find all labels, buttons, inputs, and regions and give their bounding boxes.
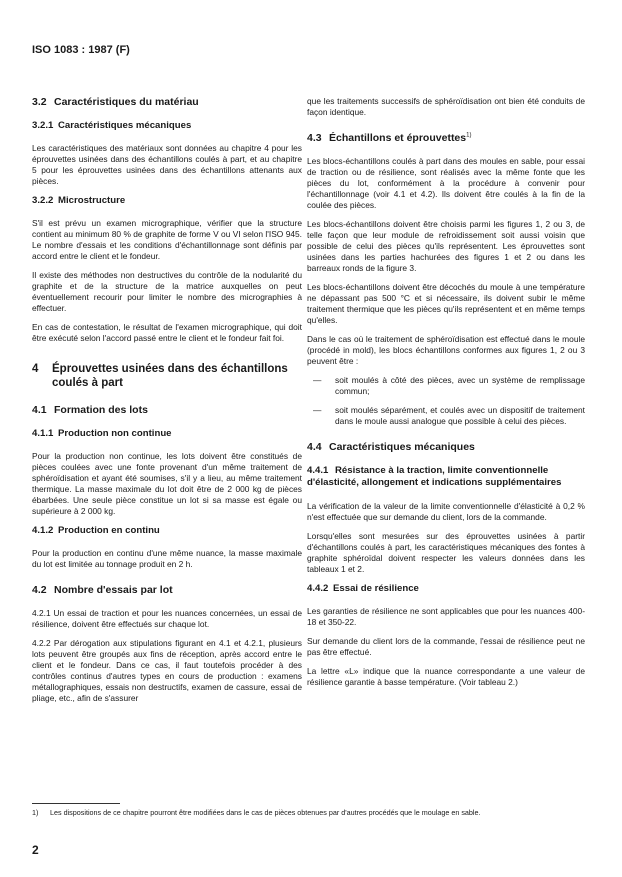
section-3-2-1-heading [32,120,302,131]
section-number: 4.4 [307,441,322,453]
section-number: 4.1.1 [32,428,54,439]
section-title: Résistance à la traction, limite conventionnelle d'élasticité, allongement et indications supplémentaires [307,465,562,488]
section-number: 4.1 [32,404,47,416]
list-item-text: soit moulés à côté des pièces, avec un système de remplissage commun; [335,375,585,396]
paragraph-4-2-1: 4.2.1 Un essai de traction et pour les nuances concernées, un essai de résilience, doivent être effectués sur chaque lot. [32,608,302,629]
section-3-2-heading [32,96,302,108]
paragraph-4-3-b: Les blocs-échantillons doivent être choisis parmi les figures 1, 2 ou 3, de telle façon que leur module de refroidissement soit aussi voisin que possible de celui des pièces qu'ils représentent. Les éprouvettes sont usinées dans les parties hachurées des figures 1 et 2 ou dans les barreaux ronds de la figure 3. [307,219,585,273]
section-4-1-2-heading [32,525,302,536]
section-4-4-2-heading [307,583,585,594]
section-number: 4.4.2 [307,583,329,594]
dash-marker: — [313,375,322,385]
paragraph-4-4-1-a: La vérification de la valeur de la limite conventionnelle d'élasticité à 0,2 % n'est effectuée que sur demande du client, lors de la commande. [307,501,585,522]
section-4-3-heading [307,132,585,144]
paragraph-4-1-1: Pour la production non continue, les lots doivent être constitués de pièces coulées avec une fonte provenant d'un même traitement de sphéroïdisation et ayant été soumises, s'il y a lieu, au même traitement thermique. La masse maximale du lot doit être de 2 000 kg de pièces ébarbées. Une seule pièce constitue un lot si sa masse est égale ou supérieure à 2 000 kg. [32,451,302,516]
section-title: Production non continue [58,428,172,439]
section-4-4-heading [307,441,585,453]
left-column [32,96,302,712]
paragraph-4-4-1-b: Lorsqu'elles sont mesurées sur des éprouvettes usinées à partir d'échantillons coulés à part, les caractéristiques mécaniques des fontes à graphite sphéroïdal doivent respecter les valeurs données dans les tableaux 1 et 2. [307,531,585,574]
list-item [307,405,585,427]
section-title: Formation des lots [54,404,148,416]
section-title: Production en continu [58,525,160,536]
paragraph-4-3-c: Les blocs-échantillons doivent être décochés du moule à une température ne dépassant pas 500 °C et si nécessaire, ils doivent subir le même traitement thermique que les pièces qu'ils représentent et en même temps qu'elles. [307,282,585,325]
paragraph-4-4-2-b: Sur demande du client lors de la commande, l'essai de résilience peut ne pas être effectué. [307,636,585,657]
section-4-2-heading [32,584,302,596]
footnote-marker: 1) [32,808,39,817]
section-title: Caractéristiques du matériau [54,96,199,108]
section-title: Caractéristiques mécaniques [58,120,192,131]
paragraph-3-2-2-a: S'il est prévu un examen micrographique, vérifier que la structure contient au minimum 80 % de graphite de forme V ou VI selon l'ISO 945. Le nombre d'essais et les conditions d'échantillonnage sont définis par accord entre le client et le fondeur. [32,218,302,261]
section-number: 4.4.1 [307,465,329,476]
section-number: 3.2.1 [32,120,54,131]
document-header: ISO 1083 : 1987 (F) [32,44,130,56]
section-title: Essai de résilience [333,583,419,594]
section-number: 4.1.2 [32,525,54,536]
page-number: 2 [32,843,39,857]
footnote-divider [32,803,120,804]
footnote-reference: 1) [466,132,472,139]
list-item [307,375,585,397]
section-4-4-1-heading [307,465,585,489]
chapter-title: Éprouvettes usinées dans des échantillons coulés à part [52,363,288,389]
footnote-text: Les dispositions de ce chapitre pourront être modifiées dans le cas de pièces obtenues par d'autres procédés que le moulage en sable. [50,808,481,817]
paragraph-4-4-2-a: Les garanties de résilience ne sont applicables que pour les nuances 400-18 et 350-22. [307,606,585,627]
paragraph-3-2-1: Les caractéristiques des matériaux sont données au chapitre 4 pour les éprouvettes usinées dans des échantillons coulés à part, et au chapitre 5 pour les éprouvettes usinées dans des échantillons attenants aux pièces. [32,143,302,186]
paragraph-4-1-2: Pour la production en continu d'une même nuance, la masse maximale du lot est limitée au tonnage produit en 2 h. [32,548,302,569]
chapter-number: 4 [32,363,39,375]
section-title: Caractéristiques mécaniques [329,441,475,453]
list-item-text: soit moulés séparément, et coulés avec un dispositif de traitement dans le moule aussi analogue que possible à celui des pièces. [335,405,585,426]
paragraph-3-2-2-c: En cas de contestation, le résultat de l'examen micrographique, qui doit être exécuté selon l'accord passé entre le client et le fondeur fait foi. [32,322,302,343]
paragraph-3-2-2-b: Il existe des méthodes non destructives du contrôle de la nodularité du graphite et de la structure de la matrice auxquelles on peut éventuellement recourir pour limiter le nombre des micrographies à effectuer. [32,270,302,313]
section-3-2-2-heading [32,195,302,206]
section-number: 3.2.2 [32,195,54,206]
section-title: Nombre d'essais par lot [54,584,173,596]
footnote [32,808,592,817]
right-column [307,96,585,696]
section-number: 4.3 [307,132,322,144]
section-title: Microstructure [58,195,126,206]
section-title: Échantillons et éprouvettes [329,132,467,144]
paragraph-continuation: que les traitements successifs de sphéroïdisation ont bien été conduits de façon identique. [307,96,585,117]
chapter-4-heading [32,362,302,390]
section-number: 3.2 [32,96,47,108]
paragraph-4-3-a: Les blocs-échantillons coulés à part dans des moules en sable, pour essai de traction ou de résilience, sont réalisés avec la même fonte que les pièces du lot, conformément à la procédure à convenir pour l'échantillonnage (voir 4.1 et 4.2). Ils doivent être coulés à la fin de la coulée des pièces. [307,156,585,210]
paragraph-4-2-2: 4.2.2 Par dérogation aux stipulations figurant en 4.1 et 4.2.1, plusieurs lots peuvent être groupés aux fins de réception, après accord entre le client et le fondeur. Dans ce cas, il faut toutefois procéder à des contrôles continus d'autres types en cours de production : examens métallographiques, essais non destructifs, examen de cassure, essai de pliage, etc., afin de s'assurer [32,638,302,703]
dash-marker: — [313,405,322,415]
section-4-1-heading [32,404,302,416]
paragraph-4-3-d: Dans le cas où le traitement de sphéroïdisation est effectué dans le moule (procédé in mold), les blocs échantillons conformes aux figures 1, 2 ou 3 peuvent être : [307,334,585,366]
section-4-1-1-heading [32,428,302,439]
section-number: 4.2 [32,584,47,596]
paragraph-4-4-2-c: La lettre «L» indique que la nuance correspondante a une valeur de résilience garantie à basse température. (Voir tableau 2.) [307,666,585,687]
